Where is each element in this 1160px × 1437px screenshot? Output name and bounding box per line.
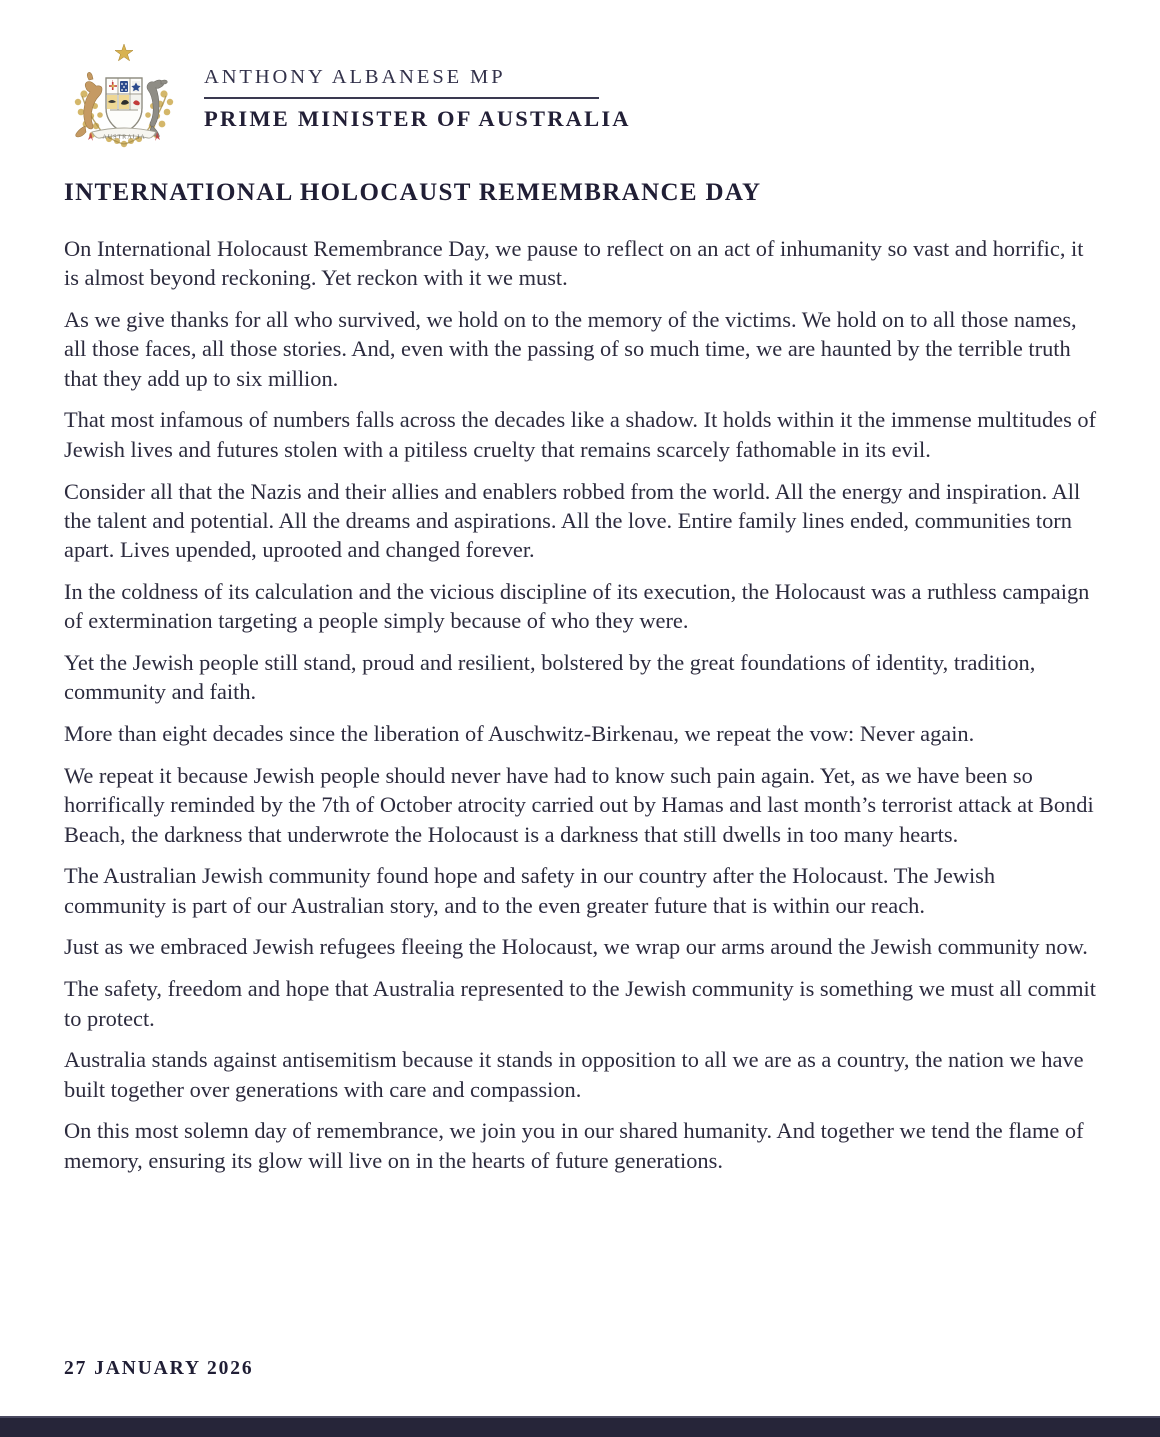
paragraph: More than eight decades since the liberation of Auschwitz-Birkenau, we repeat the vow: Never again. <box>64 721 975 747</box>
footer-bar <box>0 1416 1160 1437</box>
paragraph: We repeat it because Jewish people should never have had to know such pain again. Yet, as we have been so horrifically reminded by the 7th of October atrocity carried out by Hamas and last month’s terrorist attack at Bondi Beach, the darkness that underwrote the Holocaust is a darkness that still dwells in too many hearts. <box>64 762 1094 847</box>
letterhead-name: ANTHONY ALBANESE MP <box>204 65 506 88</box>
paragraph: The safety, freedom and hope that Australia represented to the Jewish community is something we must all commit to protect. <box>64 976 1097 1031</box>
paragraph: On International Holocaust Remembrance Day, we pause to reflect on an act of inhumanity so vast and horrific, it is almost beyond reckoning. Yet reckon with it we must. <box>64 236 1084 291</box>
paragraph: That most infamous of numbers falls across the decades like a shadow. It holds within it the immense multitudes of Jewish lives and futures stolen with a pitiless cruelty that remains scarcely fathomable in its evil. <box>64 407 1097 462</box>
page-title: INTERNATIONAL HOLOCAUST REMEMBRANCE DAY <box>64 179 762 206</box>
paragraph: On this most solemn day of remembrance, we join you in our shared humanity. And together we tend the flame of memory, ensuring its glow will live on in the hearts of future generations. <box>64 1118 1084 1173</box>
commonwealth-coat-of-arms-icon <box>62 40 186 152</box>
paragraph: The Australian Jewish community found hope and safety in our country after the Holocaust. The Jewish community is part of our Australian story, and to the even greater future that is within our reach. <box>64 863 996 918</box>
letterhead-role: PRIME MINISTER OF AUSTRALIA <box>204 106 631 132</box>
paragraph: As we give thanks for all who survived, we hold on to the memory of the victims. We hold on to all those names, all those faces, all those stories. And, even with the passing of so much time, we are haunted by the terrible truth that they add up to six million. <box>64 307 1077 391</box>
paragraph: Yet the Jewish people still stand, proud and resilient, bolstered by the great foundations of identity, tradition, community and faith. <box>64 650 1036 705</box>
paragraph: Consider all that the Nazis and their allies and enablers robbed from the world. All the energy and inspiration. All the talent and potential. All the dreams and aspirations. All the love. Entire family lines ended, communities torn apart. Lives upended, uprooted and changed forever. <box>64 478 1081 563</box>
svg-text:AUSTRALIA: AUSTRALIA <box>102 133 146 141</box>
letterhead <box>62 40 631 152</box>
letterhead-text <box>202 59 631 134</box>
letterhead-divider <box>204 97 599 99</box>
paragraph: Australia stands against antisemitism because it stands in opposition to all we are as a country, the nation we have built together over generations with care and compassion. <box>64 1047 1084 1102</box>
paragraph: Just as we embraced Jewish refugees fleeing the Holocaust, we wrap our arms around the Jewish community now. <box>64 934 1088 960</box>
document-body <box>64 178 1100 1175</box>
paragraph: In the coldness of its calculation and the vicious discipline of its execution, the Holocaust was a ruthless campaign of extermination targeting a people simply because of who they were. <box>64 578 1090 634</box>
document-date: 27 JANUARY 2026 <box>64 1358 254 1379</box>
